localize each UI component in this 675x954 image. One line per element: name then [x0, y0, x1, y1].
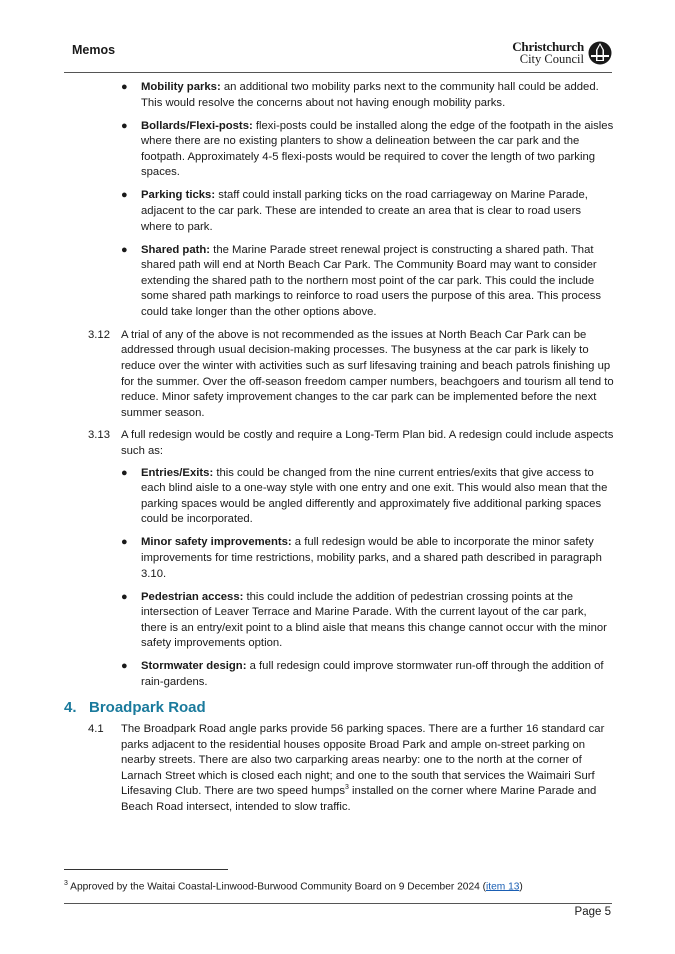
- bullet-icon: ●: [121, 243, 128, 256]
- page-header: [64, 40, 612, 76]
- list-item-term: Entries/Exits:: [141, 466, 214, 479]
- document-body: [64, 80, 614, 822]
- bullet-icon: ●: [121, 466, 128, 479]
- bullet-icon: ●: [121, 590, 128, 603]
- list-item-text: the Marine Parade street renewal project is constructing a shared path. That shared path will end at North Beach Car Park. The Community Board may want to consider extending the shared path to the northern most point of the car park. This could the include some shared path markings to reinforce to road users the purpose of this area. This process could take longer than the other options above.: [141, 243, 602, 318]
- logo-text: [512, 40, 584, 66]
- footnote: [64, 877, 614, 893]
- paragraph-4-1: [64, 722, 614, 816]
- cathedral-logo-icon: [588, 41, 612, 65]
- paragraph-number: 4.1: [88, 722, 104, 735]
- section-title: Broadpark Road: [89, 698, 206, 716]
- list-item: [121, 243, 614, 321]
- section-heading: [64, 698, 614, 718]
- list-item: [121, 466, 614, 528]
- paragraph-3-13: [64, 428, 614, 459]
- list-item-text: an additional two mobility parks next to the community hall could be added. This would resolve the concerns about not having enough mobility parks.: [141, 81, 599, 109]
- list-item-term: Shared path:: [141, 243, 211, 256]
- council-logo: [512, 40, 612, 66]
- list-item-term: Stormwater design:: [141, 660, 247, 673]
- bullet-list-redesign: [64, 466, 614, 691]
- paragraph-number: 3.13: [88, 428, 110, 441]
- bullet-icon: ●: [121, 81, 128, 93]
- header-title: Memos: [72, 43, 116, 57]
- footnote-reference[interactable]: 3: [344, 784, 349, 792]
- footnote-text: Approved by the Waitai Coastal-Linwood-Burwood Community Board on 9 December 2024 (: [67, 881, 486, 893]
- list-item: [121, 80, 614, 111]
- list-item: [121, 535, 614, 582]
- bullet-icon: ●: [121, 189, 128, 202]
- footnote-divider: [64, 869, 228, 870]
- bullet-icon: ●: [121, 119, 128, 132]
- section-number: 4.: [64, 698, 77, 716]
- bullet-icon: ●: [121, 536, 128, 549]
- paragraph-text: The Broadpark Road angle parks provide 56 parking spaces. There are a further 16 standard car parks adjacent to the residential houses opposite Broad Park and ample on-street parking on nearby streets. There are also two carparking areas nearby: one to the north at the corner of Larnach Street which is closed each night; and one to the south that services the Waimairi Surf Lifesaving Club. There are two speed humps: [121, 722, 605, 798]
- list-item-text: a full redesign would be able to incorporate the minor safety improvements for time restrictions, mobility parks, and a shared path described in paragraph 3.10.: [141, 536, 602, 580]
- logo-line-1: Christchurch: [512, 39, 584, 54]
- list-item-text: this could include the addition of pedestrian crossing points at the intersection of Leaver Terrace and Marine Parade. With the current layout of the car park, there is an entry/exit point to a blind aisle that means this change cannot occur with the minor safety improvements option.: [141, 590, 607, 650]
- list-item-text: this could be changed from the nine current entries/exits that give access to each blind aisle to a one-way style with one entry and one exit. This would also mean that the parking spaces would be angled differently and approximately five additional parking spaces could be incorporated.: [141, 466, 608, 526]
- header-divider: [64, 72, 612, 73]
- bullet-icon: ●: [121, 660, 128, 673]
- list-item-text: a full redesign could improve stormwater run-off through the addition of rain-gardens.: [141, 660, 604, 688]
- list-item-term: Parking ticks:: [141, 189, 216, 202]
- bullet-list-options: [64, 80, 614, 320]
- list-item-text: flexi-posts could be installed along the edge of the footpath in the aisles where there are no existing planters to show a delineation between the car park and the footpath. Approximately 4-5 flexi-posts would be required to cover the length of two parking spaces.: [141, 119, 614, 179]
- list-item-term: Pedestrian access:: [141, 590, 244, 603]
- list-item-term: Mobility parks:: [141, 81, 221, 93]
- paragraph-text-continued: installed on the corner where Marine Parade and Beach Road intersect, intended to slow traffic.: [121, 785, 597, 813]
- page-number: Page 5: [574, 906, 611, 918]
- paragraph-text: A full redesign would be costly and require a Long-Term Plan bid. A redesign could include aspects such as:: [121, 428, 614, 457]
- list-item-term: Minor safety improvements:: [141, 536, 292, 549]
- list-item: [121, 659, 614, 690]
- list-item: [121, 590, 614, 652]
- footnote-text-end: ): [519, 881, 523, 893]
- list-item: [121, 188, 614, 235]
- footer-divider: [64, 903, 612, 904]
- list-item: [121, 119, 614, 181]
- footnote-link[interactable]: item 13: [486, 881, 520, 893]
- logo-line-2: City Council: [519, 52, 584, 66]
- paragraph-number: 3.12: [88, 328, 110, 341]
- list-item-text: staff could install parking ticks on the road carriageway on Marine Parade, adjacent to the car park. These are intended to create an area that is clear to road users where to park.: [141, 189, 588, 233]
- paragraph-3-12: [64, 328, 614, 422]
- footnote-marker: 3: [64, 880, 68, 887]
- paragraph-text: A trial of any of the above is not recommended as the issues at North Beach Car Park can be addressed through usual decision-making processes. The busyness at the car park is likely to reduce over the winter with activities such as surf lifesaving training and beach patrols finishing up for the summer. Over the off-season freedom camper numbers, beachgoers and tourism all tend to reduce. Minor safety improvement changes to the car park can be implemented before the next summer season.: [121, 328, 614, 419]
- list-item-term: Bollards/Flexi-posts:: [141, 119, 253, 132]
